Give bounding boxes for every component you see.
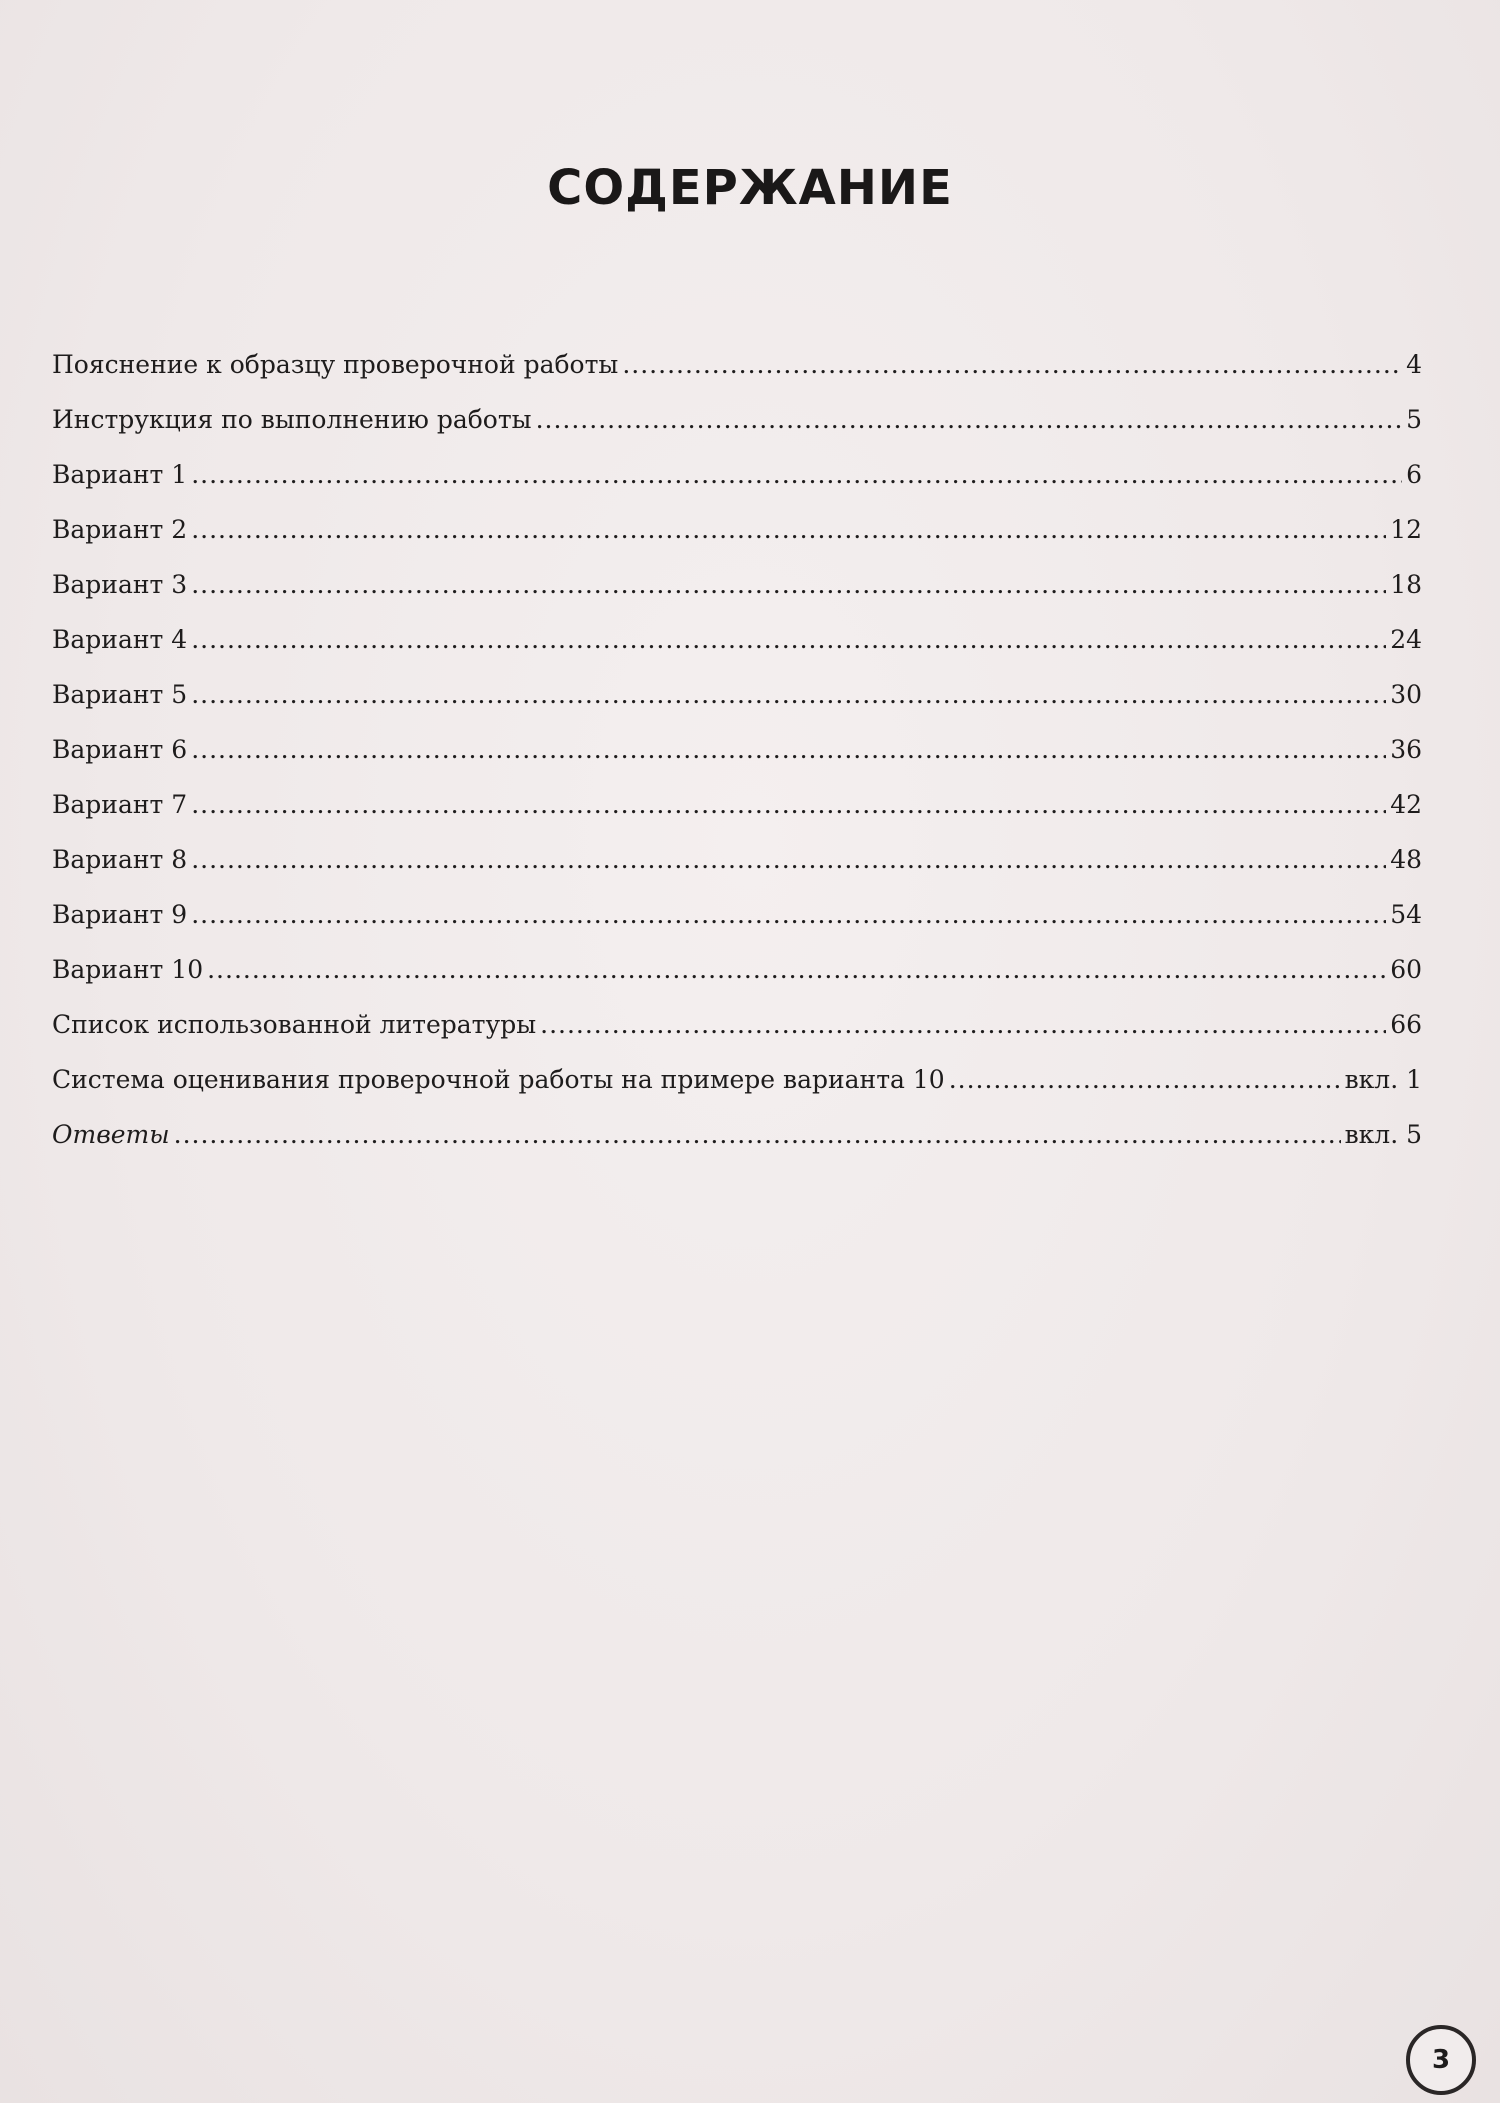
toc-entry xyxy=(52,900,1422,955)
toc-entry-page: 54 xyxy=(1390,900,1422,929)
toc-leader-dots xyxy=(191,900,1386,930)
toc-entry-label: Список использованной литературы xyxy=(52,1010,537,1039)
toc-entry-page: 60 xyxy=(1390,955,1422,984)
toc-entry-label: Вариант 7 xyxy=(52,790,188,819)
toc-leader-dots xyxy=(191,735,1386,765)
toc-leader-dots xyxy=(207,955,1386,985)
toc-entry-page: 5 xyxy=(1406,405,1422,434)
table-of-contents xyxy=(52,350,1422,1175)
toc-entry-page: 36 xyxy=(1390,735,1422,764)
toc-entry-label: Система оценивания проверочной работы на примере варианта 10 xyxy=(52,1065,945,1094)
toc-entry-label: Вариант 5 xyxy=(52,680,188,709)
toc-entry xyxy=(52,570,1422,625)
toc-entry-page: вкл. 1 xyxy=(1344,1065,1422,1094)
toc-entry xyxy=(52,515,1422,570)
toc-entry xyxy=(52,845,1422,900)
toc-entry xyxy=(52,955,1422,1010)
toc-leader-dots xyxy=(536,405,1403,435)
toc-entry-page: 66 xyxy=(1390,1010,1422,1039)
toc-leader-dots xyxy=(174,1120,1341,1150)
toc-entry xyxy=(52,1120,1422,1175)
toc-entry-label: Ответы xyxy=(52,1120,170,1149)
toc-entry-page: 12 xyxy=(1390,515,1422,544)
toc-entry-label: Вариант 6 xyxy=(52,735,188,764)
toc-leader-dots xyxy=(191,845,1386,875)
toc-entry xyxy=(52,735,1422,790)
page-title: СОДЕРЖАНИЕ xyxy=(547,160,953,216)
toc-entry xyxy=(52,790,1422,845)
toc-entry-page: 4 xyxy=(1406,350,1422,379)
toc-entry-page: 18 xyxy=(1390,570,1422,599)
toc-entry xyxy=(52,460,1422,515)
toc-leader-dots xyxy=(622,350,1402,380)
toc-entry-page: вкл. 5 xyxy=(1344,1120,1422,1149)
toc-leader-dots xyxy=(191,570,1386,600)
page-number-badge: 3 xyxy=(1406,2025,1476,2095)
toc-entry-page: 6 xyxy=(1406,460,1422,489)
toc-entry-label: Инструкция по выполнению работы xyxy=(52,405,532,434)
toc-entry-label: Вариант 2 xyxy=(52,515,188,544)
toc-leader-dots xyxy=(540,1010,1386,1040)
toc-leader-dots xyxy=(191,515,1386,545)
toc-entry-page: 42 xyxy=(1390,790,1422,819)
toc-entry-label: Вариант 9 xyxy=(52,900,188,929)
toc-entry-label: Пояснение к образцу проверочной работы xyxy=(52,350,619,379)
toc-entry-label: Вариант 10 xyxy=(52,955,204,984)
toc-entry-page: 48 xyxy=(1390,845,1422,874)
toc-entry-page: 30 xyxy=(1390,680,1422,709)
toc-entry xyxy=(52,1010,1422,1065)
toc-leader-dots xyxy=(191,460,1402,490)
toc-entry-label: Вариант 4 xyxy=(52,625,188,654)
toc-leader-dots xyxy=(191,625,1386,655)
toc-entry-label: Вариант 3 xyxy=(52,570,188,599)
toc-leader-dots xyxy=(191,680,1386,710)
toc-entry xyxy=(52,625,1422,680)
toc-entry xyxy=(52,350,1422,405)
toc-entry xyxy=(52,405,1422,460)
toc-leader-dots xyxy=(191,790,1386,820)
toc-leader-dots xyxy=(949,1065,1341,1095)
toc-entry xyxy=(52,1065,1422,1120)
toc-entry xyxy=(52,680,1422,735)
toc-entry-label: Вариант 1 xyxy=(52,460,188,489)
toc-entry-page: 24 xyxy=(1390,625,1422,654)
toc-entry-label: Вариант 8 xyxy=(52,845,188,874)
